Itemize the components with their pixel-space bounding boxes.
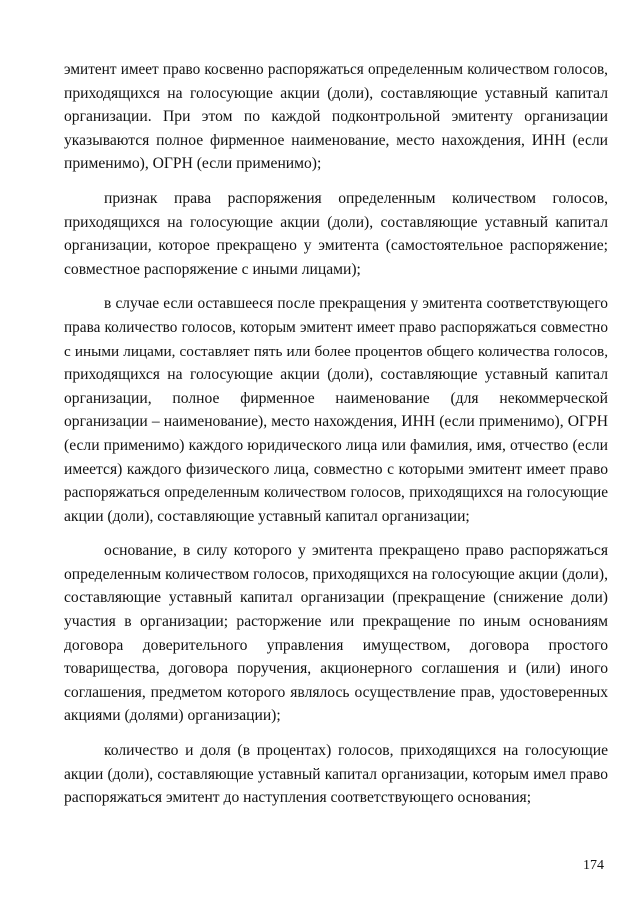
- text-line: указываются полное фирменное наименование, место нахождения, ИНН (если: [64, 131, 608, 149]
- text-line: участия в организации; расторжение или прекращение по иным основаниям: [64, 613, 608, 631]
- text-line: соглашения, предметом которого являлось осуществление прав, удостоверенных: [64, 683, 608, 701]
- text-line: акции (доли), составляющие уставный капитал организации;: [64, 507, 470, 525]
- text-line: имеется) каждого физического лица, совместно с которыми эмитент имеет право: [64, 460, 608, 478]
- text-line: организации. При этом по каждой подконтрольной эмитенту организации: [64, 108, 608, 126]
- text-line: права количество голосов, которым эмитент имеет право распоряжаться совместно: [64, 318, 608, 336]
- text-line: договора доверительного управления имуществом, договора простого: [64, 636, 608, 654]
- text-line: основание, в силу которого у эмитента прекращено право распоряжаться: [104, 542, 608, 560]
- document-body: [64, 58, 608, 810]
- text-line: составляющие уставный капитал организации (прекращение (снижение доли): [64, 589, 608, 607]
- text-line: (если применимо) каждого юридического лица или фамилия, имя, отчество (если: [64, 436, 608, 454]
- text-line: совместное распоряжение с иными лицами);: [64, 260, 361, 278]
- paragraph-1: [64, 58, 608, 176]
- text-line: товарищества, договора поручения, акционерного соглашения и (или) иного: [64, 660, 608, 678]
- text-line: распоряжаться определенным количеством голосов, приходящихся на голосующие: [64, 484, 608, 502]
- text-line: организации, которое прекращено у эмитента (самостоятельное распоряжение;: [64, 237, 608, 255]
- text-line: эмитент имеет право косвенно распоряжаться определенным количеством голосов,: [64, 61, 608, 78]
- text-line: приходящихся на голосующие акции (доли), составляющие уставный капитал: [64, 366, 608, 384]
- paragraph-4: [64, 539, 608, 728]
- page-number: 174: [583, 858, 604, 873]
- text-line: признак права распоряжения определенным количеством голосов,: [104, 189, 608, 207]
- text-line: количество и доля (в процентах) голосов, приходящихся на голосующие: [104, 742, 608, 760]
- text-line: применимо), ОГРН (если применимо);: [64, 155, 322, 173]
- text-line: приходящихся на голосующие акции (доли), составляющие уставный капитал: [64, 84, 608, 102]
- paragraph-3: [64, 292, 608, 528]
- text-line: организации – наименование), место нахождения, ИНН (если применимо), ОГРН: [64, 413, 608, 431]
- text-line: организации, полное фирменное наименование (для некоммерческой: [64, 389, 608, 407]
- paragraph-5: [64, 739, 608, 810]
- text-line: акции (доли), составляющие уставный капитал организации, которым имел право: [64, 765, 608, 783]
- text-line: в случае если оставшееся после прекращения у эмитента соответствующего: [104, 295, 608, 313]
- text-line: приходящихся на голосующие акции (доли), составляющие уставный капитал: [64, 213, 608, 231]
- text-line: определенным количеством голосов, приходящихся на голосующие акции (доли),: [64, 565, 608, 583]
- text-line: акциями (долями) организации);: [64, 707, 281, 725]
- text-line: с иными лицами, составляет пять или более процентов общего количества голосов,: [64, 342, 608, 360]
- text-line: распоряжаться эмитент до наступления соответствующего основания;: [64, 789, 532, 807]
- paragraph-2: [64, 187, 608, 281]
